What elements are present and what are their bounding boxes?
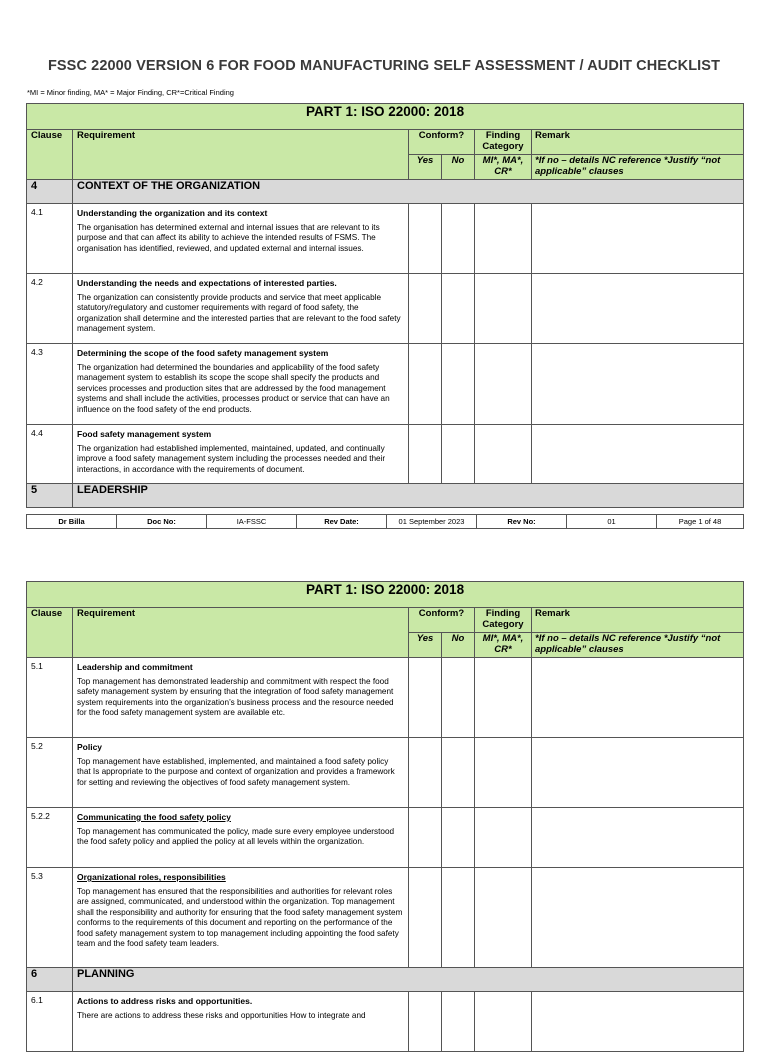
yes-cell[interactable] [409, 868, 442, 968]
remark-cell[interactable] [532, 738, 744, 808]
section-row [27, 968, 744, 992]
requirement-cell [73, 274, 409, 344]
finding-category-header: Finding Category [475, 130, 532, 155]
requirement-heading: Food safety management system [77, 429, 212, 439]
clause-number: 4.3 [27, 344, 73, 425]
table-row [27, 344, 744, 425]
table-row [27, 868, 744, 968]
requirement-text: Top management has communicated the policy, made sure every employee understood the food safety policy and applied the policy at all levels within the organization. [77, 827, 395, 847]
remark-cell[interactable] [532, 204, 744, 274]
footer-rev-date: 01 September 2023 [387, 515, 477, 529]
yes-cell[interactable] [409, 738, 442, 808]
finding-cell[interactable] [475, 738, 532, 808]
section-number: 5 [27, 484, 73, 508]
table-row [27, 425, 744, 484]
footer-doc-no-label: Doc No: [117, 515, 207, 529]
requirement-cell [73, 738, 409, 808]
conform-header: Conform? [409, 130, 475, 155]
yes-cell[interactable] [409, 808, 442, 868]
footer-rev-no-label: Rev No: [477, 515, 567, 529]
finding-cell[interactable] [475, 204, 532, 274]
section-title: LEADERSHIP [73, 484, 744, 508]
requirement-text: Top management has ensured that the responsibilities and authorities for relevant roles are assigned, communicated, and understood within the organization. Top management shall the responsibility and authority for ensuring that the food safety management system conforms to the requirements of this document and reporting on the performance of the food safety management system to top management including appointing the food safety team and the food safety team leaders. [77, 887, 403, 949]
footer-rev-no: 01 [567, 515, 657, 529]
requirement-heading: Organizational roles, responsibilities [77, 872, 226, 882]
column-header-row [27, 608, 744, 633]
no-cell[interactable] [442, 738, 475, 808]
yes-cell[interactable] [409, 344, 442, 425]
section-title: PLANNING [73, 968, 744, 992]
conform-header: Conform? [409, 608, 475, 633]
yes-cell[interactable] [409, 204, 442, 274]
requirement-cell [73, 808, 409, 868]
requirement-header: Requirement [73, 130, 409, 180]
no-cell[interactable] [442, 204, 475, 274]
requirement-heading: Understanding the needs and expectations of interested parties. [77, 278, 337, 288]
requirement-text: Top management has demonstrated leadership and commitment with respect the food safety management system by ensuring that the integration of food safety management system requirements into the organization’s business process and the resource needed for the food safety management system are available etc. [77, 677, 394, 718]
clause-number: 5.2.2 [27, 808, 73, 868]
requirement-cell [73, 868, 409, 968]
no-cell[interactable] [442, 658, 475, 738]
requirement-heading: Determining the scope of the food safety management system [77, 348, 329, 358]
table-row [27, 738, 744, 808]
remark-cell[interactable] [532, 425, 744, 484]
table-row [27, 808, 744, 868]
requirement-heading: Actions to address risks and opportunities. [77, 996, 253, 1006]
requirement-heading: Understanding the organization and its context [77, 208, 268, 218]
finding-cell[interactable] [475, 658, 532, 738]
finding-cell[interactable] [475, 344, 532, 425]
part-title: PART 1: ISO 22000: 2018 [27, 582, 744, 608]
requirement-cell [73, 992, 409, 1052]
requirement-text: There are actions to address these risks and opportunities How to integrate and [77, 1011, 366, 1020]
requirement-heading: Leadership and commitment [77, 662, 193, 672]
clause-number: 5.3 [27, 868, 73, 968]
table-row [27, 658, 744, 738]
clause-number: 4.4 [27, 425, 73, 484]
finding-cell[interactable] [475, 868, 532, 968]
page-footer [26, 514, 744, 529]
remark-cell[interactable] [532, 658, 744, 738]
requirement-text: The organization had determined the boundaries and applicability of the food safety management system to establish its scope the scope shall specify the products and services processes and production sites that are addressed by the food management systems and shall include the activities, processes product or service that can have an influence on the food safety of the end products. [77, 363, 390, 414]
yes-cell[interactable] [409, 425, 442, 484]
clause-header: Clause [27, 130, 73, 180]
footer-author: Dr Billa [27, 515, 117, 529]
finding-legend: *MI = Minor finding, MA* = Major Finding, CR*=Critical Finding [27, 88, 234, 97]
remark-cell[interactable] [532, 992, 744, 1052]
finding-sub-header: MI*, MA*, CR* [475, 155, 532, 180]
requirement-text: The organization had established implemented, maintained, updated, and continually improve a food safety management system including the processes needed and their interactions, in accordance with the requirements of document. [77, 444, 386, 474]
clause-number: 5.2 [27, 738, 73, 808]
section-row [27, 180, 744, 204]
table-row [27, 204, 744, 274]
clause-header: Clause [27, 608, 73, 658]
yes-cell[interactable] [409, 992, 442, 1052]
finding-cell[interactable] [475, 425, 532, 484]
no-cell[interactable] [442, 344, 475, 425]
section-row [27, 484, 744, 508]
table-row [27, 992, 744, 1052]
no-cell[interactable] [442, 808, 475, 868]
section-number: 4 [27, 180, 73, 204]
finding-cell[interactable] [475, 808, 532, 868]
requirement-text: The organisation has determined external and internal issues that are relevant to its purpose and that can affect its ability to achieve the intended results of FSMS. The organisation has identified, reviewed, and updated external and internal issues. [77, 223, 380, 253]
requirement-text: The organization can consistently provide products and service that meet applicable statutory/regulatory and customer requirements with regard of food safety, the organization shall determine and the interested parties that are relevant to the food safety management system. [77, 293, 401, 334]
part-header-row [27, 582, 744, 608]
remark-header: Remark [532, 608, 744, 633]
remark-cell[interactable] [532, 274, 744, 344]
section-title: CONTEXT OF THE ORGANIZATION [73, 180, 744, 204]
part-header-row [27, 104, 744, 130]
yes-header: Yes [409, 155, 442, 180]
requirement-cell [73, 344, 409, 425]
requirement-cell [73, 425, 409, 484]
clause-number: 5.1 [27, 658, 73, 738]
no-cell[interactable] [442, 992, 475, 1052]
checklist-table-page-1 [26, 103, 744, 508]
part-title: PART 1: ISO 22000: 2018 [27, 104, 744, 130]
remark-cell[interactable] [532, 868, 744, 968]
clause-number: 6.1 [27, 992, 73, 1052]
finding-cell[interactable] [475, 274, 532, 344]
remark-sub-header: *If no – details NC reference *Justify “not applicable” clauses [532, 155, 744, 180]
yes-cell[interactable] [409, 274, 442, 344]
yes-cell[interactable] [409, 658, 442, 738]
remark-sub-header: *If no – details NC reference *Justify “not applicable” clauses [532, 633, 744, 658]
clause-number: 4.2 [27, 274, 73, 344]
footer-page-number: Page 1 of 48 [657, 515, 744, 529]
column-header-row [27, 130, 744, 155]
requirement-heading: Communicating the food safety policy [77, 812, 231, 822]
checklist-table-page-2 [26, 581, 744, 1052]
finding-category-header: Finding Category [475, 608, 532, 633]
yes-header: Yes [409, 633, 442, 658]
footer-doc-no: IA-FSSC [207, 515, 297, 529]
clause-number: 4.1 [27, 204, 73, 274]
no-header: No [442, 155, 475, 180]
footer-rev-date-label: Rev Date: [297, 515, 387, 529]
table-row [27, 274, 744, 344]
finding-cell[interactable] [475, 992, 532, 1052]
finding-sub-header: MI*, MA*, CR* [475, 633, 532, 658]
section-number: 6 [27, 968, 73, 992]
remark-header: Remark [532, 130, 744, 155]
no-cell[interactable] [442, 425, 475, 484]
requirement-header: Requirement [73, 608, 409, 658]
page-title: FSSC 22000 VERSION 6 FOR FOOD MANUFACTURING SELF ASSESSMENT / AUDIT CHECKLIST [47, 58, 721, 74]
requirement-cell [73, 204, 409, 274]
remark-cell[interactable] [532, 344, 744, 425]
remark-cell[interactable] [532, 808, 744, 868]
no-cell[interactable] [442, 868, 475, 968]
requirement-heading: Policy [77, 742, 103, 752]
requirement-cell [73, 658, 409, 738]
no-header: No [442, 633, 475, 658]
no-cell[interactable] [442, 274, 475, 344]
requirement-text: Top management have established, implemented, and maintained a food safety policy that Is appropriate to the purpose and context of organization and provides a framework for setting and reviewing the objectives of food safety management system. [77, 757, 395, 787]
